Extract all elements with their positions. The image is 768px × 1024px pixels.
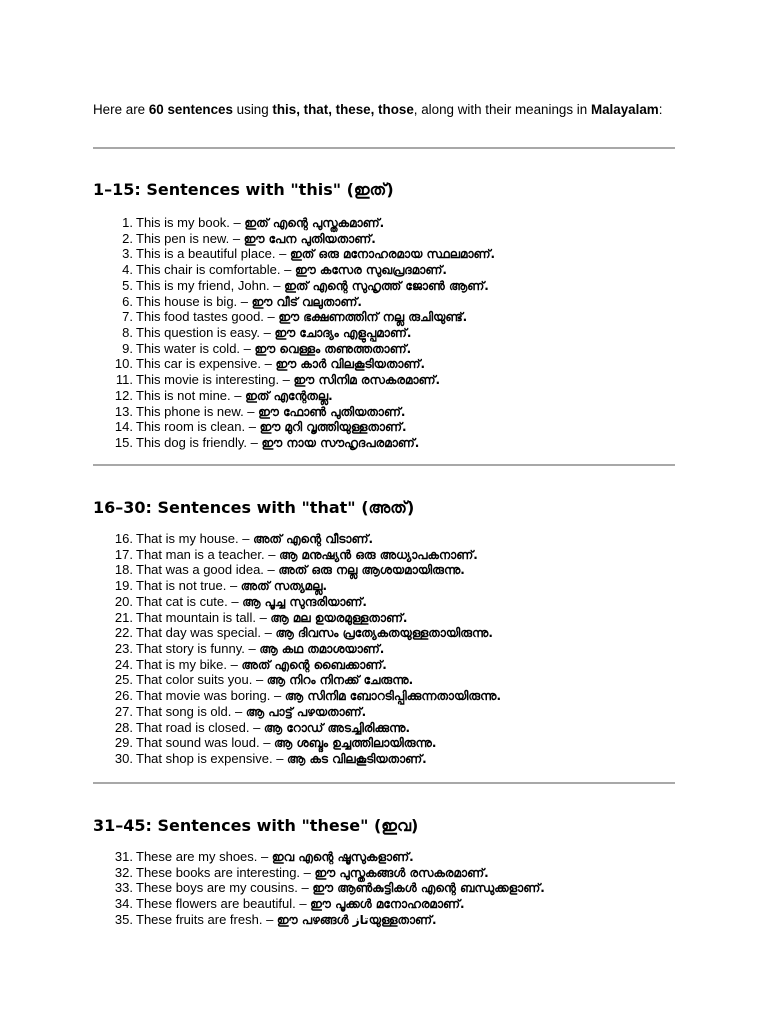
list-item: 18. That was a good idea. – അത് ഒരു നല്ല ആശയമായിരുന്നു. bbox=[93, 562, 501, 578]
malayalam-translation: ഇത് എന്റേതല്ല. bbox=[245, 388, 333, 403]
sentence-list-these bbox=[93, 849, 545, 928]
sentence-list-this bbox=[93, 215, 495, 451]
english-sentence: That road is closed. bbox=[136, 719, 250, 735]
english-sentence: That song is old. bbox=[136, 703, 232, 719]
english-sentence: That sound was loud. bbox=[136, 735, 260, 751]
item-number: 21. bbox=[114, 609, 133, 625]
english-sentence: This water is cold. bbox=[136, 340, 241, 356]
item-number: 17. bbox=[114, 546, 133, 562]
english-sentence: This movie is interesting. bbox=[136, 372, 280, 388]
malayalam-translation: ഈ കസേര സുഖപ്രദമാണ്. bbox=[294, 263, 447, 278]
list-item: 23. That story is funny. – ആ കഥ തമാശയാണ്. bbox=[93, 641, 501, 657]
item-number: 4. bbox=[122, 262, 133, 278]
list-item: 32. These books are interesting. – ഈ പുസ്തകങ്ങൾ രസകരമാണ്. bbox=[93, 865, 545, 881]
item-number: 29. bbox=[114, 735, 133, 751]
english-sentence: This is my friend, John. bbox=[136, 277, 270, 293]
item-number: 20. bbox=[114, 593, 133, 609]
english-sentence: These books are interesting. bbox=[136, 864, 301, 880]
malayalam-translation: അത് സത്യമല്ല. bbox=[240, 579, 328, 594]
list-item: 30. That shop is expensive. – ആ കട വിലകൂടിയതാണ്. bbox=[93, 751, 501, 767]
malayalam-translation: ആ മല ഉയരമുള്ളതാണ്. bbox=[270, 610, 408, 625]
list-item: 10. This car is expensive. – ഈ കാർ വിലകൂടിയതാണ്. bbox=[93, 356, 495, 372]
item-number: 23. bbox=[114, 641, 133, 657]
malayalam-translation: ആ പൂച്ച സുന്ദരിയാണ്. bbox=[242, 594, 367, 609]
item-number: 33. bbox=[114, 880, 133, 896]
english-sentence: That man is a teacher. bbox=[136, 546, 265, 562]
list-item: 17. That man is a teacher. – ആ മനുഷ്യൻ ഒരു അധ്യാപകനാണ്. bbox=[93, 547, 501, 563]
english-sentence: This room is clean. bbox=[136, 419, 246, 435]
list-item: 25. That color suits you. – ആ നിറം നിനക്ക് ചേരുന്നു. bbox=[93, 672, 501, 688]
section-heading-these: 31–45: Sentences with "these" (ഇവ) bbox=[93, 816, 419, 835]
malayalam-translation: ആ ശബ്ദം ഉച്ചത്തിലായിരുന്നു. bbox=[274, 736, 437, 751]
malayalam-translation: ഈ കാർ വിലകൂടിയതാണ്. bbox=[275, 357, 426, 372]
malayalam-translation: ഈ ആൺകുട്ടികൾ എന്റെ ബന്ധുക്കളാണ്. bbox=[312, 881, 545, 896]
item-number: 5. bbox=[122, 277, 133, 293]
malayalam-translation: ഈ വീട് വലുതാണ്. bbox=[251, 294, 362, 309]
malayalam-translation: ആ ദിവസം പ്രത്യേകതയുള്ളതായിരുന്നു. bbox=[275, 626, 493, 641]
list-item: 7. This food tastes good. – ഈ ഭക്ഷണത്തിന് നല്ല രുചിയുണ്ട്. bbox=[93, 309, 495, 325]
list-item: 20. That cat is cute. – ആ പൂച്ച സുന്ദരിയാണ്. bbox=[93, 594, 501, 610]
intro-bold-count: 60 sentences bbox=[148, 102, 233, 117]
item-number: 26. bbox=[114, 688, 133, 704]
list-item: 27. That song is old. – ആ പാട്ട് പഴയതാണ്. bbox=[93, 704, 501, 720]
item-number: 31. bbox=[114, 849, 133, 864]
list-item: 1. This is my book. – ഇത് എന്റെ പുസ്തകമാണ്. bbox=[93, 215, 495, 231]
list-item: 22. That day was special. – ആ ദിവസം പ്രത്യേകതയുള്ളതായിരുന്നു. bbox=[93, 625, 501, 641]
list-item: 26. That movie was boring. – ആ സിനിമ ബോറടിപ്പിക്കുന്നതായിരുന്നു. bbox=[93, 688, 501, 704]
list-item: 11. This movie is interesting. – ഈ സിനിമ രസകരമാണ്. bbox=[93, 372, 495, 388]
intro-text-2: using bbox=[232, 102, 273, 117]
english-sentence: This pen is new. bbox=[136, 230, 230, 246]
list-item: 19. That is not true. – അത് സത്യമല്ല. bbox=[93, 578, 501, 594]
item-number: 15. bbox=[114, 435, 133, 451]
list-item: 2. This pen is new. – ഈ പേന പുതിയതാണ്. bbox=[93, 231, 495, 247]
item-number: 35. bbox=[114, 911, 133, 927]
malayalam-translation: ഇവ എന്റെ ഷൂസുകളാണ്. bbox=[271, 850, 414, 864]
malayalam-translation: ആ കഥ തമാശയാണ്. bbox=[259, 642, 385, 657]
malayalam-translation: ഈ പൂക്കൾ മനോഹരമാണ്. bbox=[310, 897, 465, 912]
english-sentence: This house is big. bbox=[136, 293, 238, 309]
item-number: 14. bbox=[114, 419, 133, 435]
section-heading-this: 1–15: Sentences with "this" (ഇത്) bbox=[93, 180, 394, 199]
list-item: 31. These are my shoes. – ഇവ എന്റെ ഷൂസുകളാണ്. bbox=[93, 849, 545, 865]
malayalam-translation: ഈ വെള്ളം തണുത്തതാണ്. bbox=[254, 341, 412, 356]
item-number: 7. bbox=[122, 309, 133, 325]
malayalam-translation: ആ സിനിമ ബോറടിപ്പിക്കുന്നതായിരുന്നു. bbox=[284, 689, 502, 704]
list-item: 16. That is my house. – അത് എന്റെ വീടാണ്. bbox=[93, 531, 501, 547]
english-sentence: That is my house. bbox=[136, 531, 239, 546]
list-item: 24. That is my bike. – അത് എന്റെ ബൈക്കാണ്. bbox=[93, 657, 501, 673]
malayalam-translation: ഇത് എന്റെ പുസ്തകമാണ്. bbox=[244, 216, 385, 230]
item-number: 28. bbox=[114, 719, 133, 735]
english-sentence: That is my bike. bbox=[136, 656, 228, 672]
section-heading-that: 16–30: Sentences with "that" (അത്) bbox=[93, 498, 415, 517]
item-number: 6. bbox=[122, 293, 133, 309]
english-sentence: That mountain is tall. bbox=[136, 609, 256, 625]
english-sentence: This chair is comfortable. bbox=[136, 262, 281, 278]
list-item: 21. That mountain is tall. – ആ മല ഉയരമുള്ളതാണ്. bbox=[93, 610, 501, 626]
english-sentence: This is a beautiful place. bbox=[136, 246, 276, 262]
english-sentence: That is not true. bbox=[136, 578, 227, 594]
malayalam-translation: ഈ മുറി വൃത്തിയുള്ളതാണ്. bbox=[259, 420, 407, 435]
item-number: 22. bbox=[114, 625, 133, 641]
item-number: 24. bbox=[114, 656, 133, 672]
list-item: 29. That sound was loud. – ആ ശബ്ദം ഉച്ചത്തിലായിരുന്നു. bbox=[93, 735, 501, 751]
item-number: 13. bbox=[114, 403, 133, 419]
english-sentence: That story is funny. bbox=[136, 641, 245, 657]
item-number: 1. bbox=[122, 215, 133, 230]
item-number: 16. bbox=[114, 531, 133, 546]
list-item: 4. This chair is comfortable. – ഈ കസേര സുഖപ്രദമാണ്. bbox=[93, 262, 495, 278]
malayalam-translation: ഇത് എന്റെ സുഹൃത്ത് ജോൺ ആണ്. bbox=[284, 278, 489, 293]
list-item: 9. This water is cold. – ഈ വെള്ളം തണുത്തതാണ്. bbox=[93, 341, 495, 357]
list-item: 28. That road is closed. – ആ റോഡ് അടച്ചിരിക്കുന്നു. bbox=[93, 720, 501, 736]
malayalam-translation: ഈ പേന പുതിയതാണ്. bbox=[243, 231, 376, 246]
divider bbox=[93, 147, 675, 149]
intro-text-4: : bbox=[658, 102, 663, 117]
list-item: 13. This phone is new. – ഈ ഫോൺ പുതിയതാണ്. bbox=[93, 404, 495, 420]
item-number: 19. bbox=[114, 578, 133, 594]
malayalam-translation: ഇത് ഒരു മനോഹരമായ സ്ഥലമാണ്. bbox=[289, 247, 496, 262]
english-sentence: That cat is cute. bbox=[136, 593, 228, 609]
item-number: 10. bbox=[114, 356, 133, 372]
list-item: 12. This is not mine. – ഇത് എന്റേതല്ല. bbox=[93, 388, 495, 404]
intro-text-3: , along with their meanings in bbox=[413, 102, 591, 117]
sentence-list-that bbox=[93, 531, 501, 767]
list-item: 33. These boys are my cousins. – ഈ ആൺകുട്ടികൾ എന്റെ ബന്ധുക്കളാണ്. bbox=[93, 880, 545, 896]
item-number: 3. bbox=[122, 246, 133, 262]
malayalam-translation: അത് എന്റെ ബൈക്കാണ്. bbox=[241, 657, 387, 672]
english-sentence: That day was special. bbox=[136, 625, 262, 641]
malayalam-translation: ഈ പഴങ്ങൾ تازയുള്ളതാണ്. bbox=[276, 912, 437, 927]
malayalam-translation: ആ നിറം നിനക്ക് ചേരുന്നു. bbox=[266, 673, 414, 688]
item-number: 12. bbox=[114, 387, 133, 403]
intro-bold-words: this, that, these, those bbox=[272, 102, 414, 117]
english-sentence: This question is easy. bbox=[136, 325, 261, 341]
malayalam-translation: ആ കട വിലകൂടിയതാണ്. bbox=[287, 752, 427, 767]
intro-paragraph bbox=[93, 101, 675, 118]
malayalam-translation: ഈ സിനിമ രസകരമാണ്. bbox=[293, 373, 441, 388]
english-sentence: That shop is expensive. bbox=[136, 751, 273, 767]
list-item: 3. This is a beautiful place. – ഇത് ഒരു മനോഹരമായ സ്ഥലമാണ്. bbox=[93, 246, 495, 262]
english-sentence: These flowers are beautiful. bbox=[136, 896, 296, 912]
english-sentence: That movie was boring. bbox=[136, 688, 271, 704]
item-number: 18. bbox=[114, 562, 133, 578]
item-number: 27. bbox=[114, 703, 133, 719]
item-number: 11. bbox=[115, 372, 133, 388]
english-sentence: These fruits are fresh. bbox=[136, 911, 263, 927]
english-sentence: That was a good idea. bbox=[136, 562, 264, 578]
malayalam-translation: അത് ഒരു നല്ല ആശയമായിരുന്നു. bbox=[278, 563, 465, 578]
malayalam-translation: ആ മനുഷ്യൻ ഒരു അധ്യാപകനാണ്. bbox=[279, 547, 478, 562]
item-number: 9. bbox=[122, 340, 133, 356]
divider bbox=[93, 464, 675, 466]
english-sentence: This is my book. bbox=[136, 215, 230, 230]
english-sentence: This food tastes good. bbox=[136, 309, 264, 325]
item-number: 30. bbox=[114, 751, 133, 767]
list-item: 34. These flowers are beautiful. – ഈ പൂക്കൾ മനോഹരമാണ്. bbox=[93, 896, 545, 912]
item-number: 34. bbox=[114, 896, 133, 912]
item-number: 25. bbox=[114, 672, 133, 688]
item-number: 32. bbox=[114, 864, 133, 880]
malayalam-translation: ഈ നായ സൗഹൃദപരമാണ്. bbox=[261, 436, 420, 451]
english-sentence: These are my shoes. bbox=[136, 849, 258, 864]
list-item: 5. This is my friend, John. – ഇത് എന്റെ സുഹൃത്ത് ജോൺ ആണ്. bbox=[93, 278, 495, 294]
malayalam-translation: ആ പാട്ട് പഴയതാണ്. bbox=[245, 704, 367, 719]
english-sentence: This is not mine. bbox=[136, 387, 231, 403]
english-sentence: These boys are my cousins. bbox=[136, 880, 298, 896]
malayalam-translation: ആ റോഡ് അടച്ചിരിക്കുന്നു. bbox=[263, 720, 411, 735]
item-number: 2. bbox=[122, 230, 133, 246]
malayalam-translation: ഈ ഭക്ഷണത്തിന് നല്ല രുചിയുണ്ട്. bbox=[278, 310, 468, 325]
item-number: 8. bbox=[122, 325, 133, 341]
malayalam-translation: ഈ ഫോൺ പുതിയതാണ്. bbox=[258, 404, 406, 419]
list-item: 15. This dog is friendly. – ഈ നായ സൗഹൃദപരമാണ്. bbox=[93, 435, 495, 451]
list-item: 6. This house is big. – ഈ വീട് വലുതാണ്. bbox=[93, 294, 495, 310]
divider bbox=[93, 782, 675, 784]
malayalam-translation: അത് എന്റെ വീടാണ്. bbox=[253, 532, 374, 546]
malayalam-translation: ഈ പുസ്തകങ്ങൾ രസകരമാണ്. bbox=[314, 865, 489, 880]
list-item: 35. These fruits are fresh. – ഈ പഴങ്ങൾ تازയുള്ളതാണ്. bbox=[93, 912, 545, 928]
intro-bold-language: Malayalam bbox=[590, 102, 659, 117]
list-item: 8. This question is easy. – ഈ ചോദ്യം എളുപ്പമാണ്. bbox=[93, 325, 495, 341]
english-sentence: That color suits you. bbox=[136, 672, 253, 688]
malayalam-translation: ഈ ചോദ്യം എളുപ്പമാണ്. bbox=[274, 326, 412, 341]
english-sentence: This car is expensive. bbox=[136, 356, 261, 372]
intro-text-1: Here are bbox=[93, 102, 149, 117]
english-sentence: This dog is friendly. bbox=[136, 435, 248, 451]
list-item: 14. This room is clean. – ഈ മുറി വൃത്തിയുള്ളതാണ്. bbox=[93, 419, 495, 435]
english-sentence: This phone is new. bbox=[136, 403, 244, 419]
